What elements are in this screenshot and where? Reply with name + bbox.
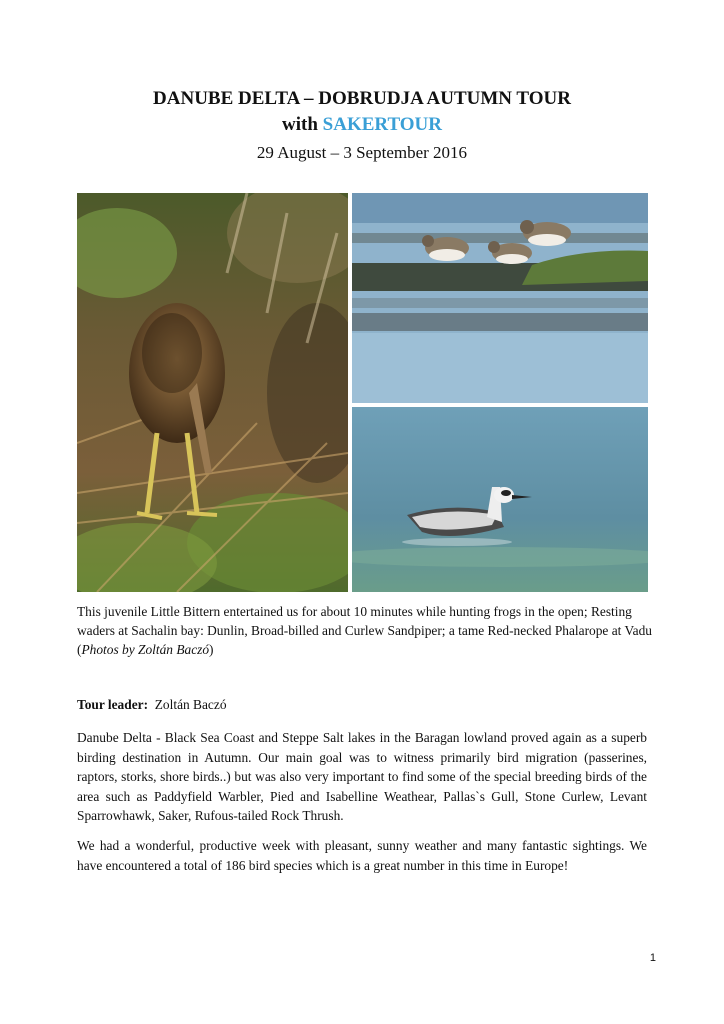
tour-dates: 29 August – 3 September 2016: [256, 143, 468, 162]
little-bittern-image: [77, 193, 348, 592]
page-number: 1: [649, 952, 656, 964]
brand-name: SAKERTOUR: [322, 114, 442, 135]
caption-text: This juvenile Little Bittern entertained us for about 10 minutes while hunting frogs in the open; Resting waders at Sachalin bay: Dunlin, Broad-billed and Curlew Sandpiper; a tame Red-necked Phalarope at Vadu (: [77, 604, 653, 657]
tour-title: DANUBE DELTA – DOBRUDJA AUTUMN TOUR: [153, 88, 571, 109]
photo-caption: [77, 602, 657, 659]
phalarope-photo: [352, 407, 648, 592]
intro-paragraph: Danube Delta - Black Sea Coast and Steppe Salt lakes in the Baragan lowland proved again as a superb birding destination in Autumn. Our main goal was to witness primarily bird migration (passerines, raptors, storks, shore birds..) but was also very important to find some of the special breeding birds of the area such as Paddyfield Warbler, Pied and Isabelline Weathear, Pallas`s Gull, Stone Curlew, Levant Sparrowhawk, Saker, Rufous-tailed Rock Thrush.: [77, 730, 647, 823]
waders-photo: [352, 193, 648, 403]
summary-paragraph: We had a wonderful, productive week with pleasant, sunny weather and many fantastic sightings. We have encountered a total of 186 bird species which is a great number in this time in Europe!: [77, 838, 647, 873]
photo-credit: Photos by Zoltán Baczó: [81, 642, 210, 657]
tour-leader-name: Zoltán Baczó: [154, 697, 227, 712]
phalarope-image: [352, 407, 648, 592]
tour-leader: [77, 697, 227, 713]
waders-image: [352, 193, 648, 403]
subtitle-prefix: with: [282, 114, 323, 135]
little-bittern-photo: [77, 193, 348, 592]
caption-close: ): [209, 642, 214, 657]
tour-subtitle: [0, 114, 724, 136]
tour-leader-label: Tour leader:: [77, 697, 149, 712]
